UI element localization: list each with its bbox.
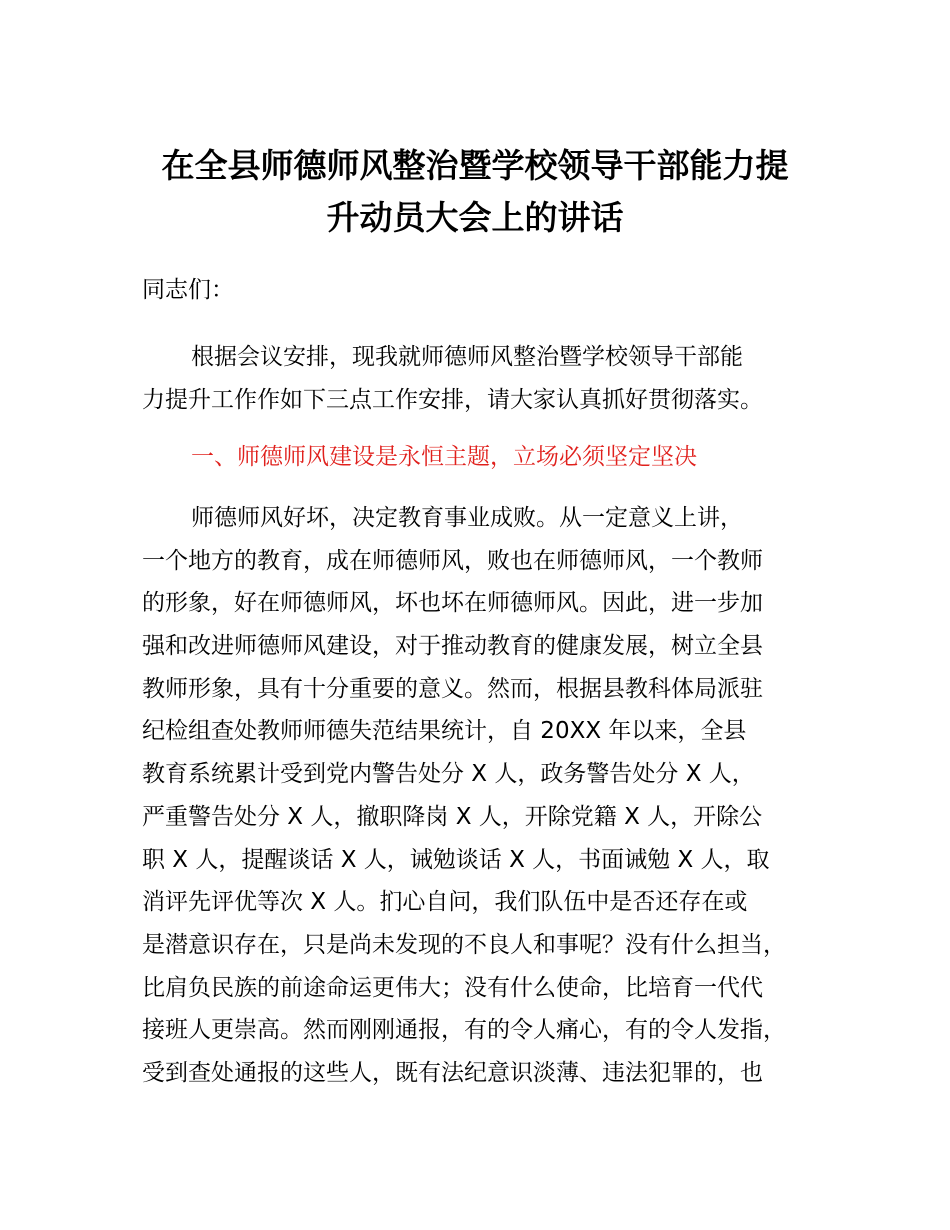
- paragraph-line: 消评先评优等次 X 人。扪心自问，我们队伍中是否还存在或: [142, 889, 748, 916]
- paragraph-line: 职 X 人，提醒谈话 X 人，诫勉谈话 X 人，书面诫勉 X 人，取: [142, 846, 770, 873]
- paragraph-line: 师德师风好坏，决定教育事业成败。从一定意义上讲，: [191, 505, 743, 531]
- paragraph-line: 是潜意识存在，只是尚未发现的不良人和事呢？没有什么担当，: [142, 931, 786, 958]
- section-paragraph: [142, 497, 842, 1095]
- paragraph-line: 纪检组查处教师师德失范结果统计，自 20XX 年以来，全县: [142, 718, 747, 745]
- paragraph-line: 接班人更崇高。然而刚刚通报，有的令人痛心，有的令人发指，: [142, 1017, 786, 1044]
- title-line: 升动员大会上的讲话: [326, 198, 624, 237]
- paragraph-line: 的形象，好在师德师风，坏也坏在师德师风。因此，进一步加: [142, 590, 763, 617]
- paragraph-line: 强和改进师德师风建设，对于推动教育的健康发展，树立全县: [142, 633, 763, 660]
- paragraph-line: 受到查处通报的这些人，既有法纪意识淡薄、违法犯罪的，也: [142, 1059, 763, 1086]
- paragraph-line: 教师形象，具有十分重要的意义。然而，根据县教科体局派驻: [142, 675, 763, 702]
- paragraph-line: 严重警告处分 X 人，撤职降岗 X 人，开除党籍 X 人，开除公: [142, 803, 763, 830]
- paragraph-line: 教育系统累计受到党内警告处分 X 人，政务警告处分 X 人，: [142, 761, 755, 788]
- intro-paragraph: [142, 336, 842, 421]
- salutation: 同志们：: [142, 277, 234, 303]
- paragraph-line: 一个地方的教育，成在师德师风，败也在师德师风，一个教师: [142, 547, 763, 574]
- document-title: [120, 140, 830, 244]
- paragraph-line: 根据会议安排，现我就师德师风整治暨学校领导干部能: [191, 344, 743, 370]
- title-line: 在全县师德师风整治暨学校领导干部能力提: [161, 146, 789, 185]
- paragraph-line: 力提升工作作如下三点工作安排，请大家认真抓好贯彻落实。: [142, 386, 763, 413]
- section-heading: 一、师德师风建设是永恒主题，立场必须坚定坚决: [191, 444, 697, 470]
- paragraph-line: 比肩负民族的前途命运更伟大；没有什么使命，比培育一代代: [142, 974, 763, 1001]
